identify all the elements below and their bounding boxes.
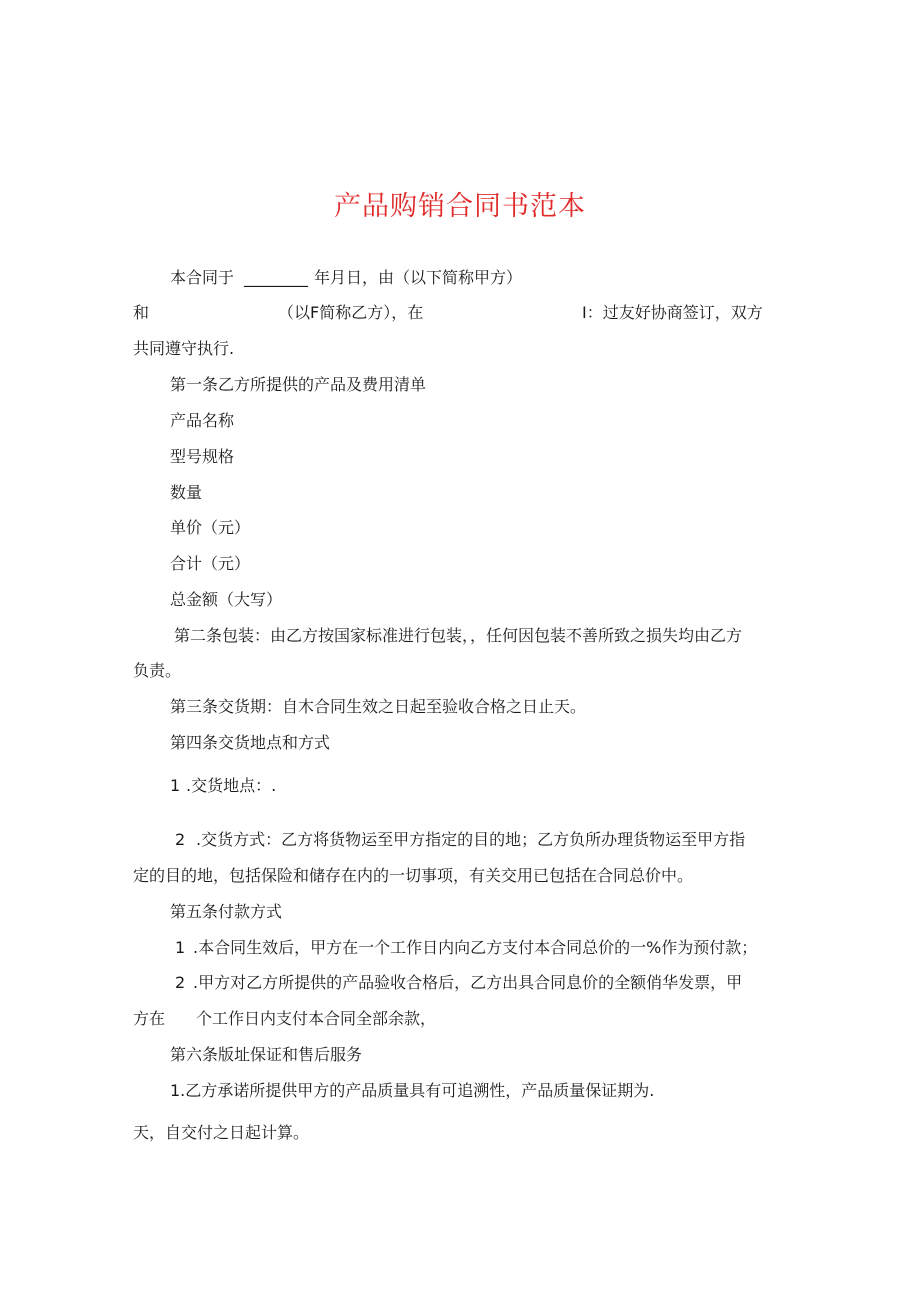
article5-item2-line2-end: 个工作日内支付本合同全部余款， bbox=[196, 1009, 437, 1028]
article4-item1-text: .交货地点：. bbox=[186, 776, 277, 795]
article5-item2-text: .甲方对乙方所提供的产品验收合格后，乙方出具合同息价的全额俏华发票，甲 bbox=[193, 973, 743, 992]
article5-item2-number: 2 bbox=[175, 973, 186, 992]
article5-item2-line2-start: 方在 bbox=[133, 1009, 166, 1028]
article5-heading: 第五条付款方式 bbox=[170, 902, 283, 921]
article2-line2: 负责。 bbox=[133, 661, 182, 680]
field-quantity: 数量 bbox=[170, 483, 203, 502]
article2-line1: 第二条包装：由乙方按国家标准进行包装，，任何因包装不善所致之损失均由乙方 bbox=[174, 626, 743, 645]
intro-line2-mid: （以F简称乙方），在 bbox=[278, 303, 424, 322]
intro-line2-start: 和 bbox=[133, 303, 150, 322]
article4-heading: 第四条交货地点和方式 bbox=[170, 733, 331, 752]
article4-item1-number: 1 bbox=[170, 776, 181, 795]
article6-heading: 第六条版址保证和售后服务 bbox=[170, 1045, 363, 1064]
article4-item2-number: 2 bbox=[175, 830, 186, 849]
field-unit-price: 单价（元） bbox=[170, 518, 251, 537]
intro-date-blank: ________ bbox=[244, 268, 308, 287]
intro-line2-end: I：过友好协商签订，双方 bbox=[582, 303, 763, 322]
intro-line3: 共同遵守执行. bbox=[133, 339, 235, 358]
field-model-spec: 型号规格 bbox=[170, 447, 235, 466]
article1-heading: 第一条乙方所提供的产品及费用清单 bbox=[170, 375, 427, 394]
intro-line1-end: 年月日，由（以下简称甲方） bbox=[314, 268, 523, 287]
intro-line1-start: 本合同于 bbox=[170, 268, 235, 287]
document-title: 产品购销合同书范本 bbox=[334, 191, 586, 222]
article3-line1: 第三条交货期：自木合同生效之日起至验收合格之日止天。 bbox=[170, 697, 587, 716]
article4-item2-line2: 定的目的地，包括保险和储存在内的一切事项，有关交用已包括在合同总价中。 bbox=[133, 866, 694, 885]
field-total-amount: 总金额（大写） bbox=[170, 590, 283, 609]
article6-item1-line2: 天，自交付之日起计算。 bbox=[133, 1123, 310, 1142]
field-product-name: 产品名称 bbox=[170, 411, 235, 430]
article5-item1-number: 1 bbox=[175, 938, 186, 957]
article4-item2-text: .交货方式：乙方将货物运至甲方指定的目的地；乙方负所办理货物运至甲方指 bbox=[196, 830, 746, 849]
article6-item1-text: 1.乙方承诺所提供甲方的产品质量具有可追溯性，产品质量保证期为. bbox=[170, 1081, 655, 1100]
article5-item1-text: .本合同生效后，甲方在一个工作日内向乙方支付本合同总价的一%作为预付款； bbox=[193, 938, 758, 957]
field-subtotal: 合计（元） bbox=[170, 554, 251, 573]
